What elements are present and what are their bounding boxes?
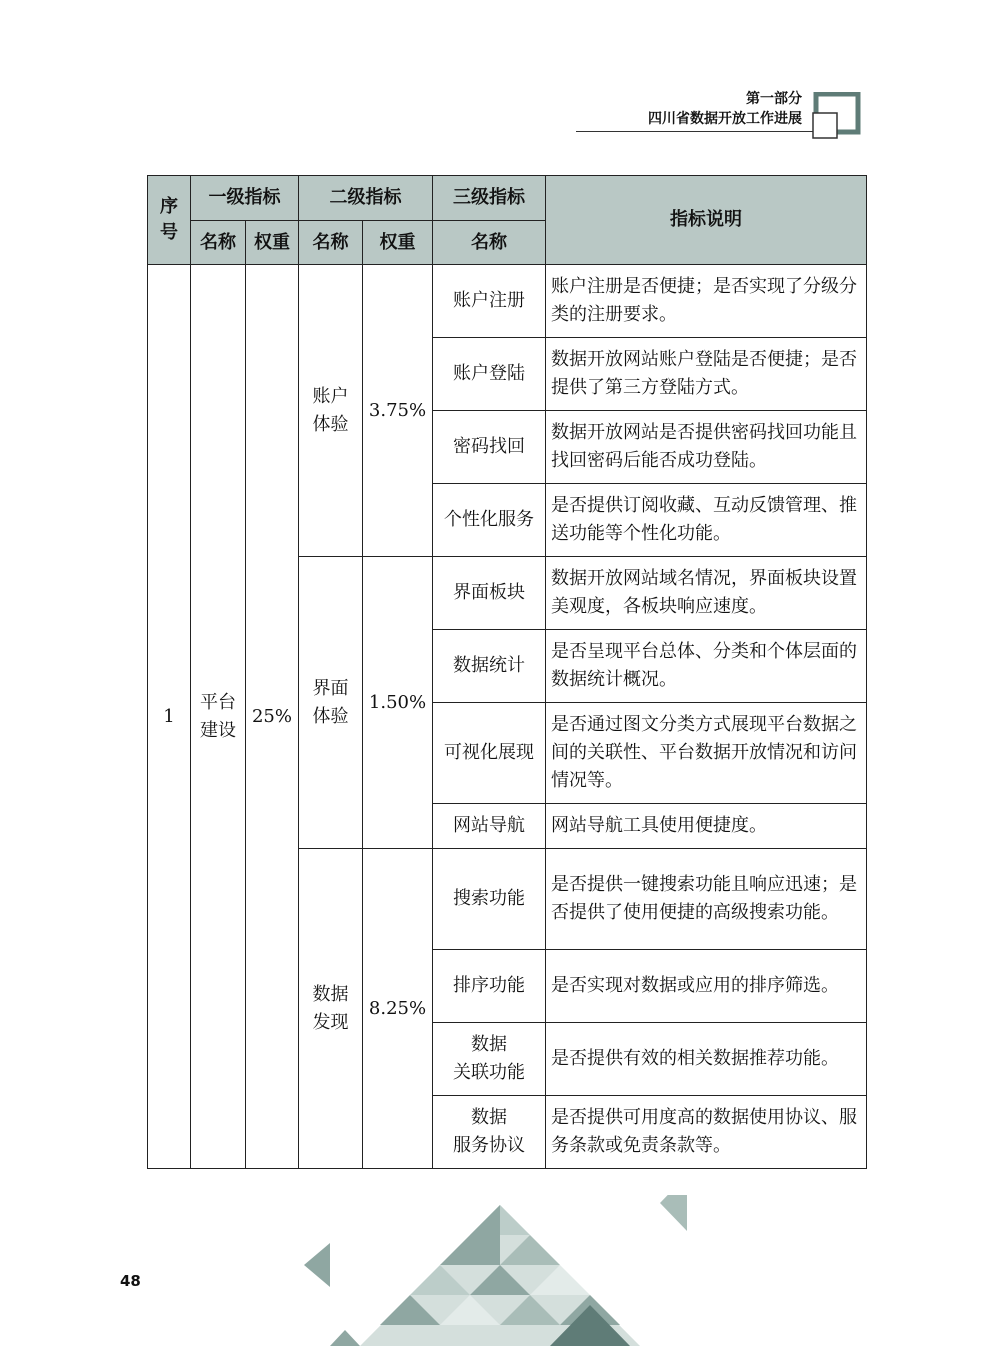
indicator-table [147,175,867,1169]
header-squares-icon [812,92,862,140]
desc-cell: 是否通过图文分类方式展现平台数据之间的关联性、平台数据开放情况和访问情况等。 [546,703,867,804]
l2-name-cell: 界面体验 [299,557,363,849]
l2-weight-cell: 8.25% [363,849,433,1169]
desc-cell: 数据开放网站是否提供密码找回功能且找回密码后能否成功登陆。 [546,411,867,484]
header-row-1 [148,176,867,221]
triangle-pattern-icon [300,1195,700,1346]
l1-weight-header: 权重 [246,221,299,265]
explain-header: 指标说明 [546,176,867,265]
desc-cell: 是否提供订阅收藏、互动反馈管理、推送功能等个性化功能。 [546,484,867,557]
desc-cell: 账户注册是否便捷；是否实现了分级分类的注册要求。 [546,265,867,338]
seq-header-text: 序号 [160,195,178,243]
l3-name-cell: 排序功能 [433,950,546,1023]
l3-name-cell: 密码找回 [433,411,546,484]
l3-name-cell: 搜索功能 [433,849,546,950]
l3-name-cell: 网站导航 [433,804,546,849]
seq-cell: 1 [148,265,191,1169]
l3-name-cell: 个性化服务 [433,484,546,557]
l2-weight-cell: 1.50% [363,557,433,849]
desc-cell: 是否提供有效的相关数据推荐功能。 [546,1023,867,1096]
section-label: 第一部分 [746,91,802,107]
l1-name-header: 名称 [191,221,246,265]
l3-name-cell: 账户注册 [433,265,546,338]
desc-cell: 是否提供可用度高的数据使用协议、服务条款或免责条款等。 [546,1096,867,1169]
desc-cell: 网站导航工具使用便捷度。 [546,804,867,849]
l2-weight-cell: 3.75% [363,265,433,557]
table-row [148,265,867,338]
l3-name-header: 名称 [433,221,546,265]
l3-name-cell: 数据统计 [433,630,546,703]
l3-name-cell: 可视化展现 [433,703,546,804]
level2-header: 二级指标 [299,176,433,221]
seq-header [148,176,191,265]
l3-name-cell: 界面板块 [433,557,546,630]
header-rule [576,131,838,132]
desc-cell: 是否提供一键搜索功能且响应迅速；是否提供了使用便捷的高级搜索功能。 [546,849,867,950]
level3-header: 三级指标 [433,176,546,221]
level1-header: 一级指标 [191,176,299,221]
l2-name-header: 名称 [299,221,363,265]
section-title: 四川省数据开放工作进展 [648,111,802,127]
l3-name-cell: 数据 关联功能 [433,1023,546,1096]
l2-weight-header: 权重 [363,221,433,265]
desc-cell: 是否呈现平台总体、分类和个体层面的数据统计概况。 [546,630,867,703]
l2-name-cell: 账户体验 [299,265,363,557]
desc-cell: 数据开放网站域名情况，界面板块设置美观度，各板块响应速度。 [546,557,867,630]
l1-weight-cell: 25% [246,265,299,1169]
l3-name-cell: 账户登陆 [433,338,546,411]
desc-cell: 是否实现对数据或应用的排序筛选。 [546,950,867,1023]
page-number: 48 [120,1272,141,1290]
l3-name-cell: 数据 服务协议 [433,1096,546,1169]
l2-name-cell: 数据发现 [299,849,363,1169]
desc-cell: 数据开放网站账户登陆是否便捷；是否提供了第三方登陆方式。 [546,338,867,411]
l1-name-cell: 平台建设 [191,265,246,1169]
